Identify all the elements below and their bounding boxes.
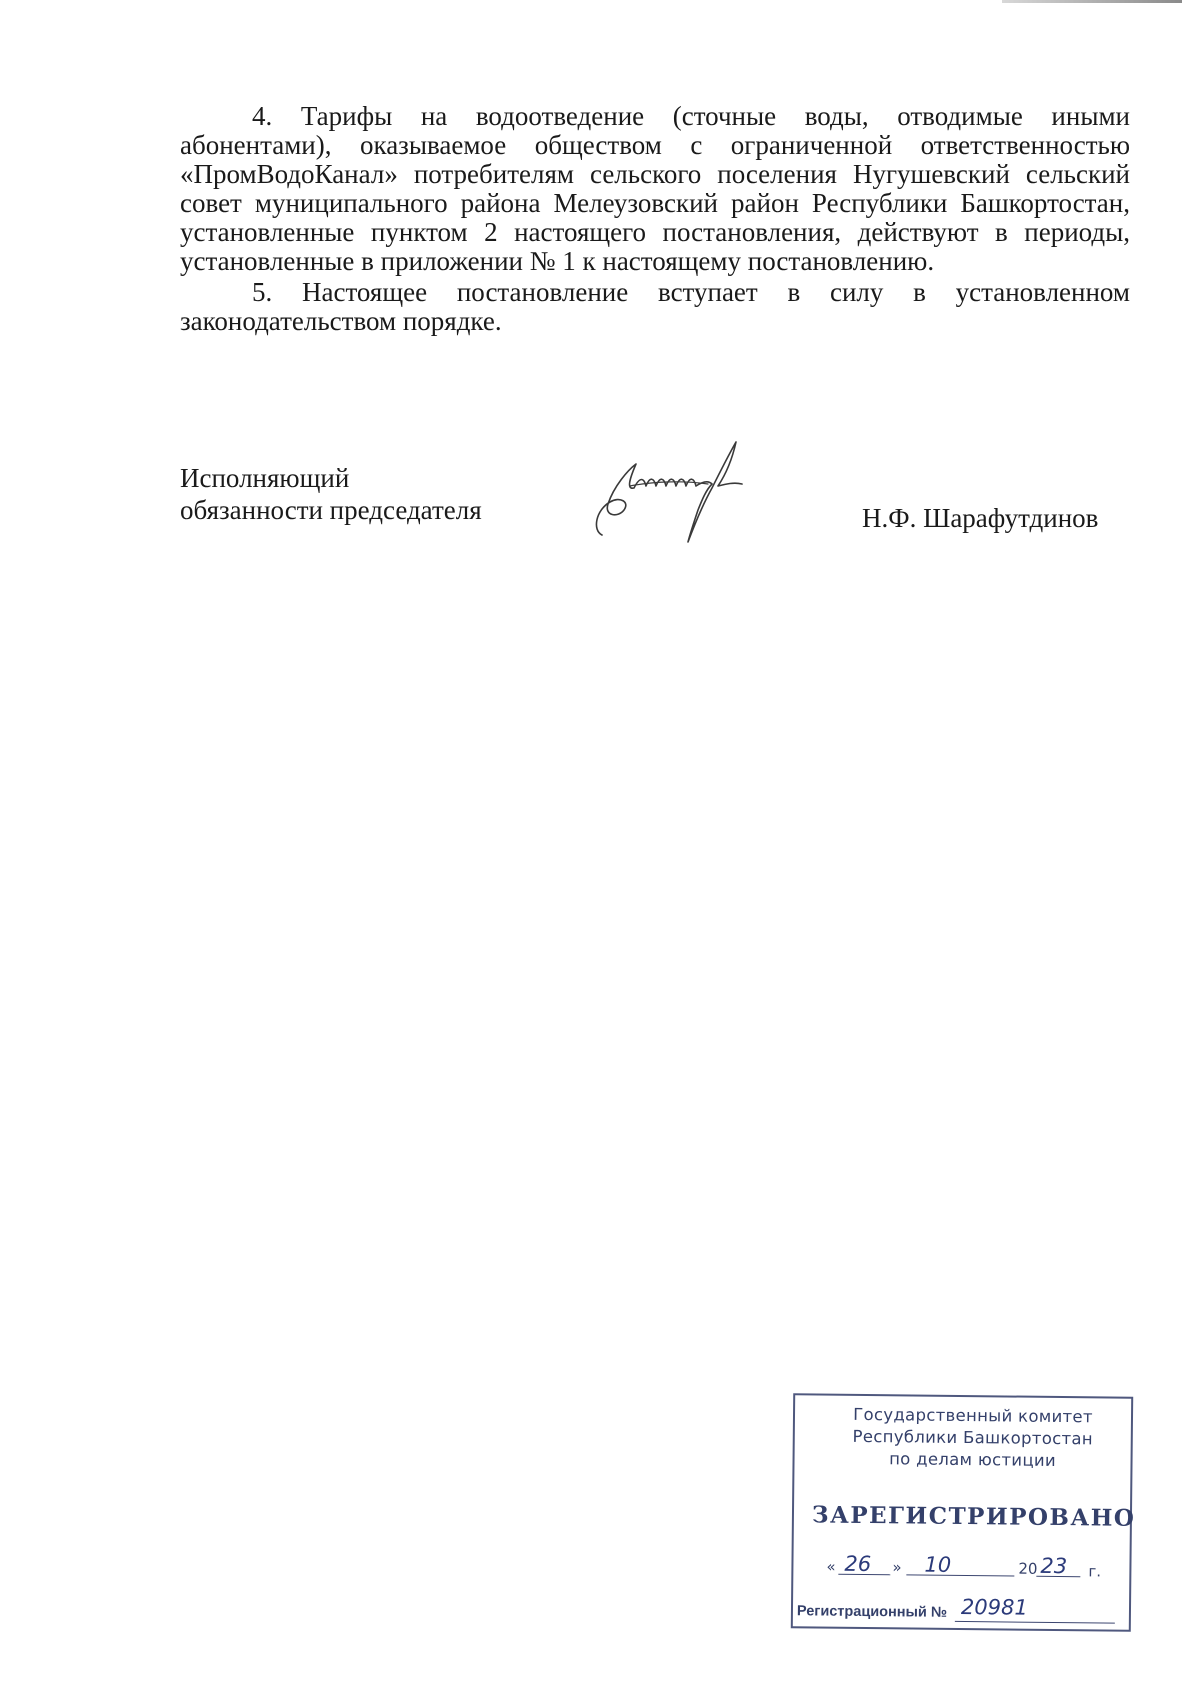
reg-number-value: 20981 [960, 1594, 1028, 1620]
date-year-unit: г. [1088, 1562, 1102, 1581]
signatory-name: Н.Ф. Шарафутдинов [862, 503, 1099, 533]
signatory-title-line1: Исполняющий [180, 463, 350, 493]
signatory-title [180, 462, 482, 526]
reg-number-line [955, 1621, 1115, 1624]
date-day: 26 [844, 1551, 872, 1577]
stamp-org-line2: Республики Башкортостан [852, 1426, 1094, 1449]
signatory-title-line2: обязанности председателя [180, 495, 482, 525]
registration-stamp [791, 1393, 1136, 1632]
date-month-line [906, 1574, 1014, 1576]
stamp-status: ЗАРЕГИСТРИРОВАНО [811, 1501, 1136, 1532]
handwritten-signature [590, 430, 760, 555]
stamp-date [826, 1552, 1121, 1585]
document-body [180, 102, 1130, 338]
date-year-prefix: 20 [1018, 1559, 1038, 1578]
paragraph-4: 4. Тарифы на водоотведение (сточные воды, отводимые иными абонентами), оказываемое обществом с ограниченной ответственностью «ПромВодоКанал» потребителям сельского поселения Нугушевский сельский совет муниципального района Мелеузовский район Республики Башкортостан, установленные пунктом 2 настоящего постановления, действуют в периоды, установленные в приложении № 1 к настоящему постановлению. [180, 101, 1130, 276]
stamp-org-line1: Государственный комитет [853, 1404, 1093, 1427]
date-quote-close: » [892, 1558, 902, 1577]
stamp-organization [792, 1403, 1133, 1473]
date-month: 10 [924, 1552, 952, 1577]
paragraph-5: 5. Настоящее постановление вступает в силу в установленном законодательством порядке. [180, 277, 1130, 336]
date-quote-open: « [826, 1557, 836, 1576]
date-year-suffix: 23 [1040, 1553, 1068, 1579]
stamp-org-line3: по делам юстиции [889, 1449, 1057, 1470]
scan-edge-mark [1002, 0, 1182, 3]
reg-number-label: Регистрационный № [796, 1603, 948, 1621]
stamp-registration-number [796, 1594, 1127, 1626]
